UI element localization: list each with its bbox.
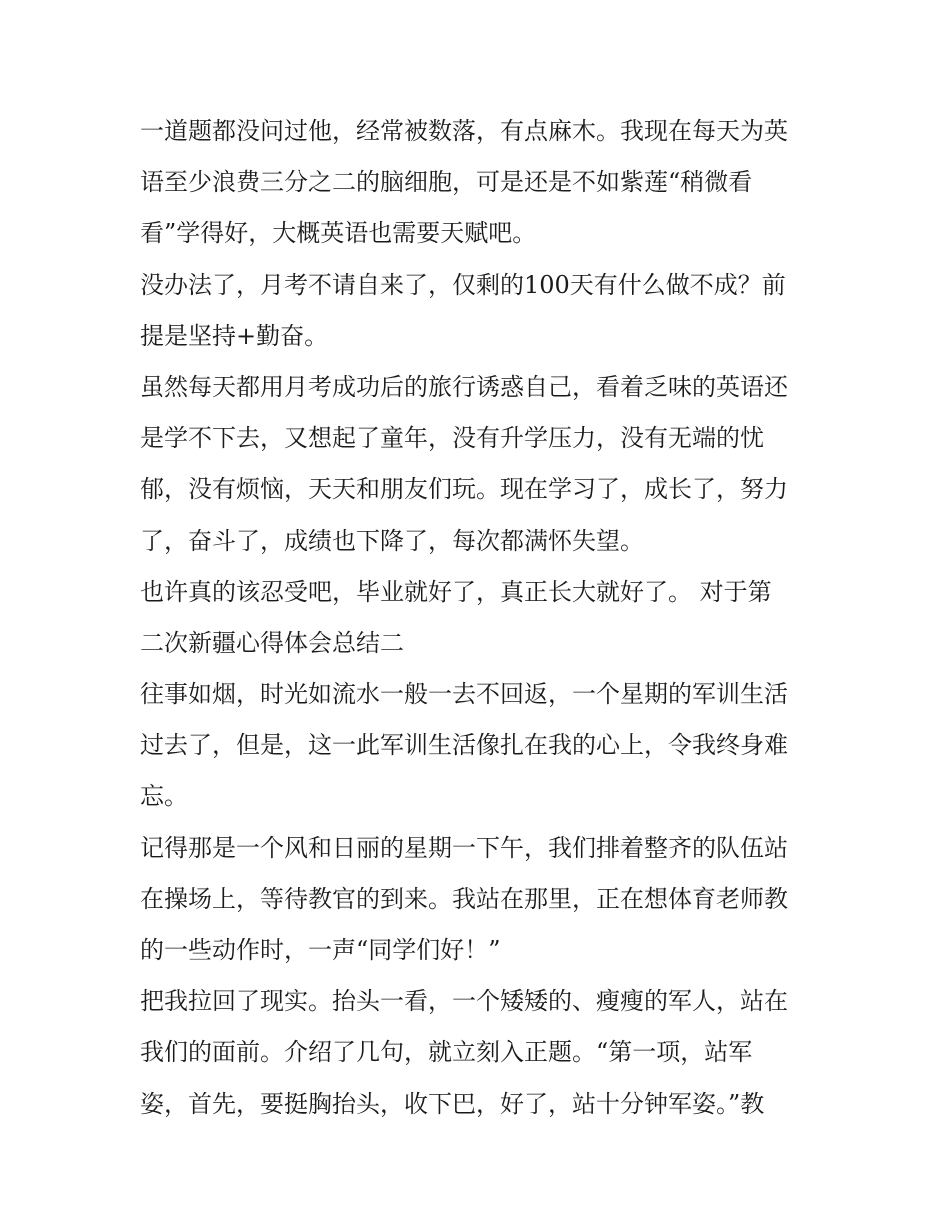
- text-line: 了，奋斗了，成绩也下降了，每次都满怀失望。: [140, 526, 644, 555]
- text-line: 虽然每天都用月考成功后的旅行诱惑自己，看着乏味的英语还: [140, 372, 788, 401]
- text-line: 没办法了，月考不请自来了，仅剩的100天有什么做不成？前: [140, 270, 786, 299]
- text-line: 我们的面前。介绍了几句，就立刻入正题。“第一项，站军: [140, 1038, 753, 1067]
- text-line: 语至少浪费三分之二的脑细胞，可是还是不如紫莲“稍微看: [140, 168, 753, 197]
- text-line: 往事如烟，时光如流水一般一去不回返，一个星期的军训生活: [140, 680, 788, 709]
- text-line: 记得那是一个风和日丽的星期一下午，我们排着整齐的队伍站: [140, 833, 788, 862]
- text-line: 的一些动作时，一声“同学们好！”: [140, 936, 501, 964]
- body-text: [140, 106, 820, 1130]
- text-line: 姿，首先，要挺胸抬头，收下巴，好了，站十分钟军姿。”教: [140, 1089, 765, 1118]
- text-line: 也许真的该忍受吧，毕业就好了，真正长大就好了。 对于第: [140, 577, 772, 606]
- text-line: 看”学得好，大概英语也需要天赋吧。: [140, 219, 537, 248]
- text-line: 一道题都没问过他，经常被数落，有点麻木。我现在每天为英: [140, 117, 788, 145]
- text-line: 二次新疆心得体会总结二: [140, 628, 404, 657]
- text-line: 郁，没有烦恼，天天和朋友们玩。现在学习了，成长了，努力: [140, 475, 788, 504]
- text-line: 把我拉回了现实。抬头一看，一个矮矮的、瘦瘦的军人，站在: [140, 987, 788, 1016]
- text-line: 在操场上，等待教官的到来。我站在那里，正在想体育老师教: [140, 884, 788, 913]
- text-line: 是学不下去，又想起了童年，没有升学压力，没有无端的忧: [140, 424, 764, 453]
- text-line: 提是坚持+勤奋。: [140, 321, 329, 350]
- text-line: 过去了，但是，这一此军训生活像扎在我的心上，令我终身难: [140, 731, 788, 760]
- text-line: 忘。: [140, 782, 188, 811]
